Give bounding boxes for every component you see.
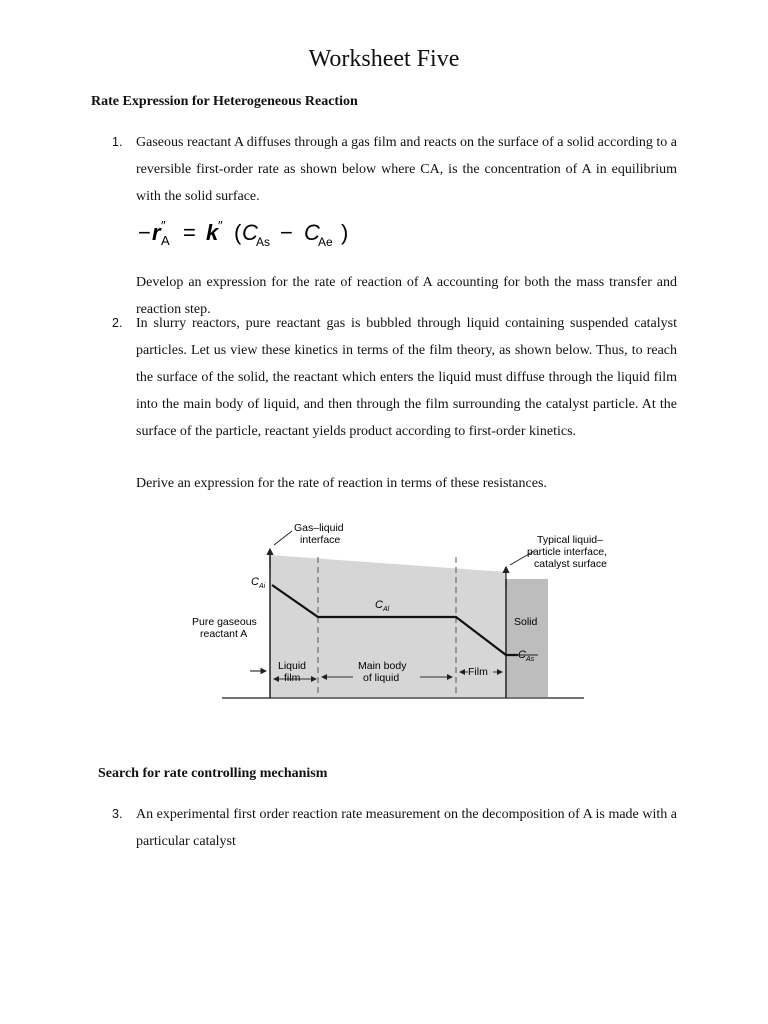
- label-main-body: Main body: [358, 660, 407, 672]
- eq-r-prime: ″: [161, 218, 166, 233]
- label-liquid: Liquid: [278, 660, 307, 672]
- solid-region: [506, 579, 548, 697]
- section-heading-rate-expression: Rate Expression for Heterogeneous Reaction: [91, 94, 358, 109]
- question-3: [112, 801, 677, 855]
- eq-lparen: (: [234, 220, 242, 245]
- eq-c2-sub: Ae: [318, 235, 333, 249]
- eq-k-prime: ″: [218, 218, 223, 233]
- label-typical-3: catalyst surface: [534, 558, 607, 570]
- question-2-derive: Derive an expression for the rate of reaction in terms of these resistances.: [136, 476, 547, 491]
- question-1-number: 1.: [112, 135, 123, 149]
- question-1: [112, 129, 677, 210]
- slurry-film-diagram: [188, 517, 607, 707]
- label-of-liquid: of liquid: [363, 672, 400, 684]
- label-solid: Solid: [514, 616, 538, 628]
- eq-r-sub: A: [161, 233, 170, 248]
- question-2: [112, 310, 677, 445]
- section-heading-rate-controlling: Search for rate controlling mechanism: [98, 766, 328, 781]
- question-1-continuation: Develop an expression for the rate of reaction of A accounting for both the mass transfer and reaction step.: [136, 275, 677, 317]
- eq-r: r: [152, 220, 161, 245]
- label-gas-liquid: Gas–liquid: [294, 522, 344, 534]
- label-film-2: Film: [468, 666, 488, 678]
- label-cal-sub: Al: [383, 606, 390, 613]
- label-cai-sub: Ai: [259, 583, 266, 590]
- label-pure-gaseous: Pure gaseous: [192, 616, 257, 628]
- label-film-1: film: [284, 672, 301, 684]
- question-2-text: In slurry reactors, pure reactant gas is bubbled through liquid containing suspended catalyst particles. Let us view these kinetics in terms of the film theory, as shown below. Thus, to reach the surface of the solid, the reactant which enters the liquid must diffuse through the liquid film into the main body of liquid, and then through the film surrounding the catalyst particle. At the surface of the particle, reactant yields product according to first-order kinetics.: [136, 316, 677, 439]
- eq-k: k: [206, 220, 219, 245]
- label-typical-1: Typical liquid–: [537, 534, 603, 546]
- question-2-number: 2.: [112, 316, 123, 330]
- label-typical-2: particle interface,: [527, 546, 607, 558]
- question-1-text: Gaseous reactant A diffuses through a gas film and reacts on the surface of a solid according to a reversible first-order rate as shown below where CA, is the concentration of A in equilibrium with the solid surface.: [136, 135, 677, 204]
- eq-equals: =: [183, 220, 196, 245]
- rate-equation: [138, 216, 378, 250]
- eq-c1: C: [242, 220, 258, 245]
- eq-minus: −: [138, 220, 151, 245]
- label-cai: C: [251, 576, 259, 588]
- label-cas-sub: As: [526, 656, 535, 663]
- page-title: Worksheet Five: [308, 46, 460, 72]
- eq-minus2: −: [280, 220, 293, 245]
- label-cal: C: [375, 599, 383, 611]
- eq-c1-sub: As: [256, 235, 271, 249]
- question-3-number: 3.: [112, 807, 123, 821]
- interface-leader: [274, 531, 292, 545]
- eq-c2: C: [304, 220, 320, 245]
- label-reactant-a: reactant A: [200, 628, 248, 640]
- eq-rparen: ): [341, 220, 349, 245]
- label-interface: interface: [300, 534, 341, 546]
- label-cas: C: [518, 649, 526, 661]
- question-3-text: An experimental first order reaction rate measurement on the decomposition of A is made with a particular catalyst: [136, 807, 677, 849]
